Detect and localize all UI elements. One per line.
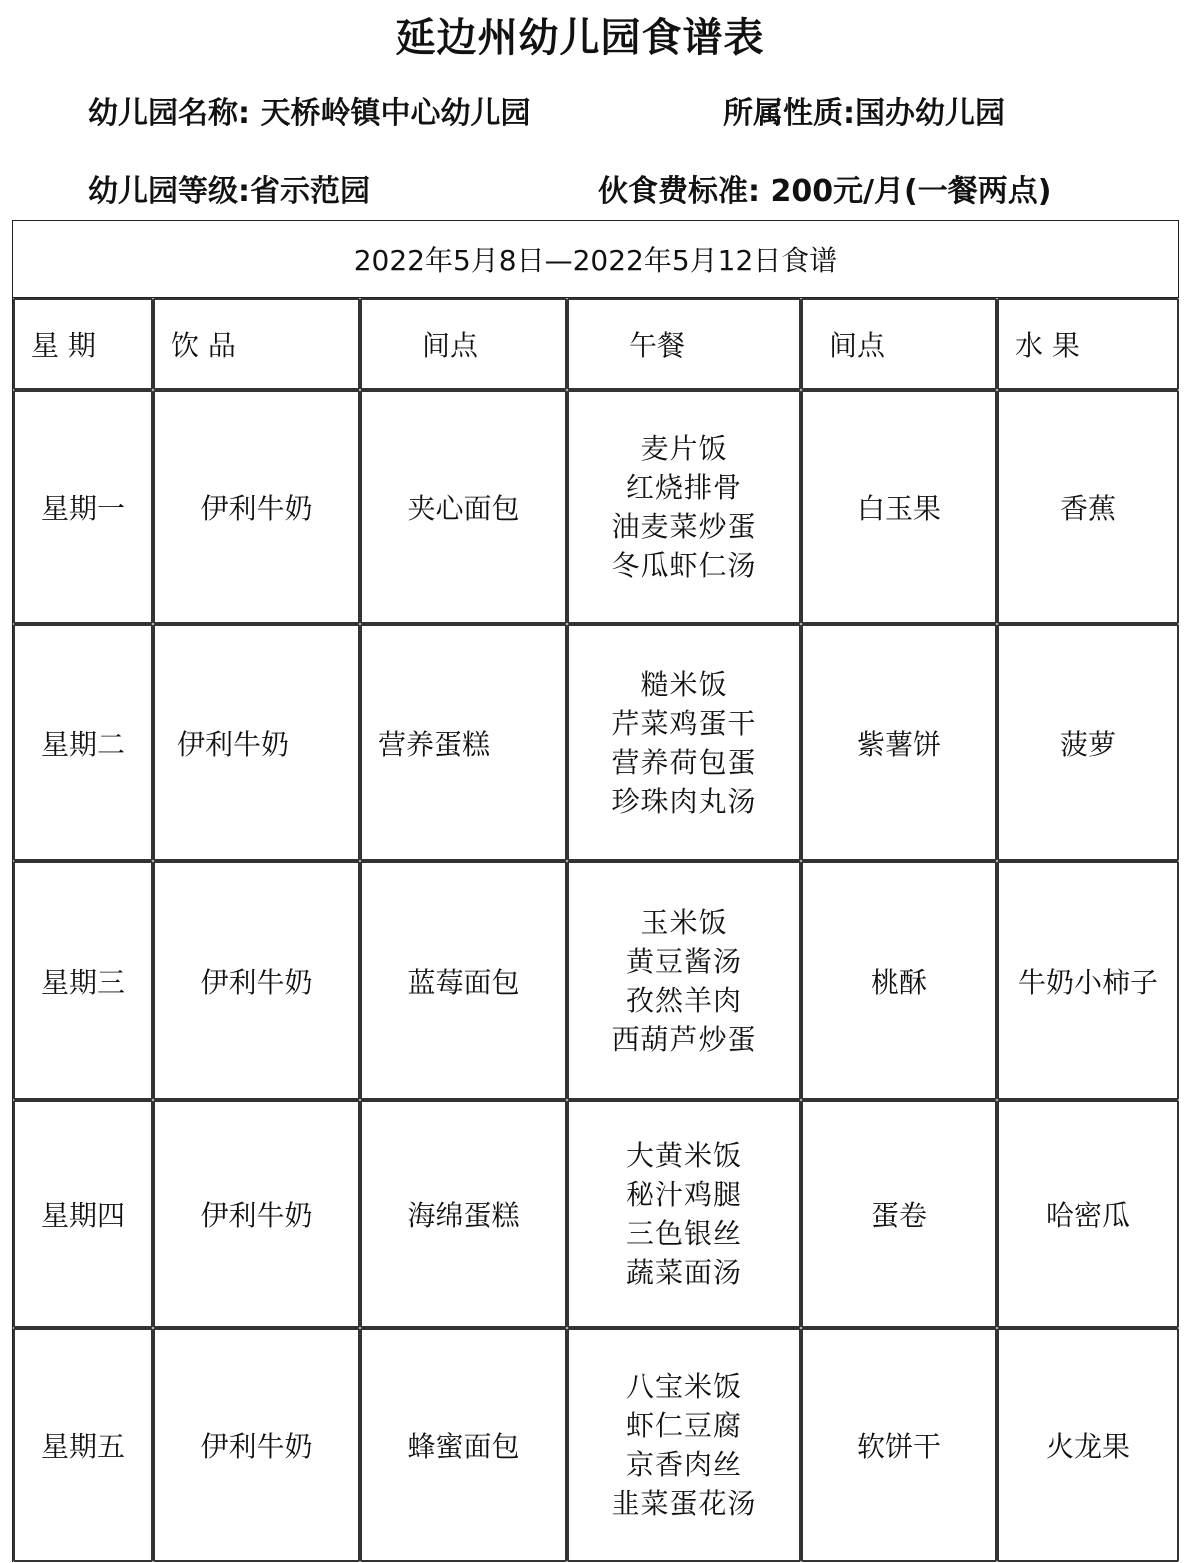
lunch-dish: 蔬菜面汤 xyxy=(625,1256,742,1289)
header-afternoon-snack: 间点 xyxy=(801,298,997,390)
afternoon-snack-cell: 白玉果 xyxy=(801,390,997,624)
menu-period: 2022年5月8日—2022年5月12日食谱 xyxy=(13,221,1179,298)
lunch-dish: 三色银丝 xyxy=(625,1217,742,1250)
lunch-dish: 糙米饭 xyxy=(640,667,728,701)
morning-snack-cell: 营养蛋糕 xyxy=(360,624,567,861)
lunch-dish: 虾仁豆腐 xyxy=(625,1409,742,1442)
kindergarten-level: 幼儿园等级:省示范园 xyxy=(88,174,370,209)
lunch-cell xyxy=(567,1328,801,1562)
lunch-dish: 营养荷包蛋 xyxy=(611,745,757,779)
menu-table xyxy=(12,220,1179,1562)
lunch-dish: 红烧排骨 xyxy=(625,471,742,504)
kindergarten-name: 幼儿园名称: 天桥岭镇中心幼儿园 xyxy=(88,96,531,131)
drink-cell: 伊利牛奶 xyxy=(153,861,360,1100)
lunch-dish: 西葫芦炒蛋 xyxy=(611,1022,757,1056)
afternoon-snack-cell: 紫薯饼 xyxy=(801,624,997,861)
fruit-cell: 香蕉 xyxy=(997,390,1179,624)
lunch-cell xyxy=(567,861,801,1100)
fruit-cell: 菠萝 xyxy=(997,624,1179,861)
header-morning-snack: 间点 xyxy=(360,298,567,390)
weekday-cell: 星期五 xyxy=(13,1328,153,1562)
drink-cell: 伊利牛奶 xyxy=(153,390,360,624)
weekday-cell: 星期四 xyxy=(13,1100,153,1328)
lunch-dish: 孜然羊肉 xyxy=(625,983,742,1017)
lunch-dish: 黄豆酱汤 xyxy=(625,944,742,978)
lunch-cell xyxy=(567,624,801,861)
header-drink: 饮 品 xyxy=(153,298,360,390)
lunch-cell xyxy=(567,1100,801,1328)
lunch-dish: 大黄米饭 xyxy=(625,1139,742,1172)
lunch-dish: 油麦菜炒蛋 xyxy=(611,510,757,543)
afternoon-snack-cell: 蛋卷 xyxy=(801,1100,997,1328)
lunch-dish: 芹菜鸡蛋干 xyxy=(611,706,757,740)
page-title: 延边州幼儿园食谱表 xyxy=(395,15,765,61)
lunch-dish: 秘汁鸡腿 xyxy=(625,1178,742,1211)
morning-snack-cell: 蜂蜜面包 xyxy=(360,1328,567,1562)
drink-cell: 伊利牛奶 xyxy=(153,1328,360,1562)
fruit-cell: 牛奶小柿子 xyxy=(997,861,1179,1100)
header-lunch: 午餐 xyxy=(567,298,801,390)
morning-snack-cell: 蓝莓面包 xyxy=(360,861,567,1100)
weekday-cell: 星期一 xyxy=(13,390,153,624)
lunch-dish: 珍珠肉丸汤 xyxy=(611,784,757,818)
afternoon-snack-cell: 桃酥 xyxy=(801,861,997,1100)
drink-cell: 伊利牛奶 xyxy=(153,624,360,861)
fruit-cell: 哈密瓜 xyxy=(997,1100,1179,1328)
weekday-cell: 星期三 xyxy=(13,861,153,1100)
kindergarten-nature: 所属性质:国办幼儿园 xyxy=(723,96,1005,131)
lunch-dish: 麦片饭 xyxy=(640,432,728,465)
morning-snack-cell: 海绵蛋糕 xyxy=(360,1100,567,1328)
weekday-cell: 星期二 xyxy=(13,624,153,861)
header-fruit: 水 果 xyxy=(997,298,1179,390)
header-weekday: 星 期 xyxy=(13,298,153,390)
drink-cell: 伊利牛奶 xyxy=(153,1100,360,1328)
lunch-dish: 八宝米饭 xyxy=(625,1370,742,1403)
menu-table-body xyxy=(13,298,1179,1562)
lunch-cell xyxy=(567,390,801,624)
lunch-dish: 冬瓜虾仁汤 xyxy=(611,549,757,582)
fruit-cell: 火龙果 xyxy=(997,1328,1179,1562)
afternoon-snack-cell: 软饼干 xyxy=(801,1328,997,1562)
lunch-dish: 京香肉丝 xyxy=(625,1448,742,1481)
lunch-dish: 韭菜蛋花汤 xyxy=(611,1487,757,1520)
meal-fee-standard: 伙食费标准: 200元/月(一餐两点) xyxy=(598,174,1052,209)
lunch-dish: 玉米饭 xyxy=(640,905,728,939)
morning-snack-cell: 夹心面包 xyxy=(360,390,567,624)
